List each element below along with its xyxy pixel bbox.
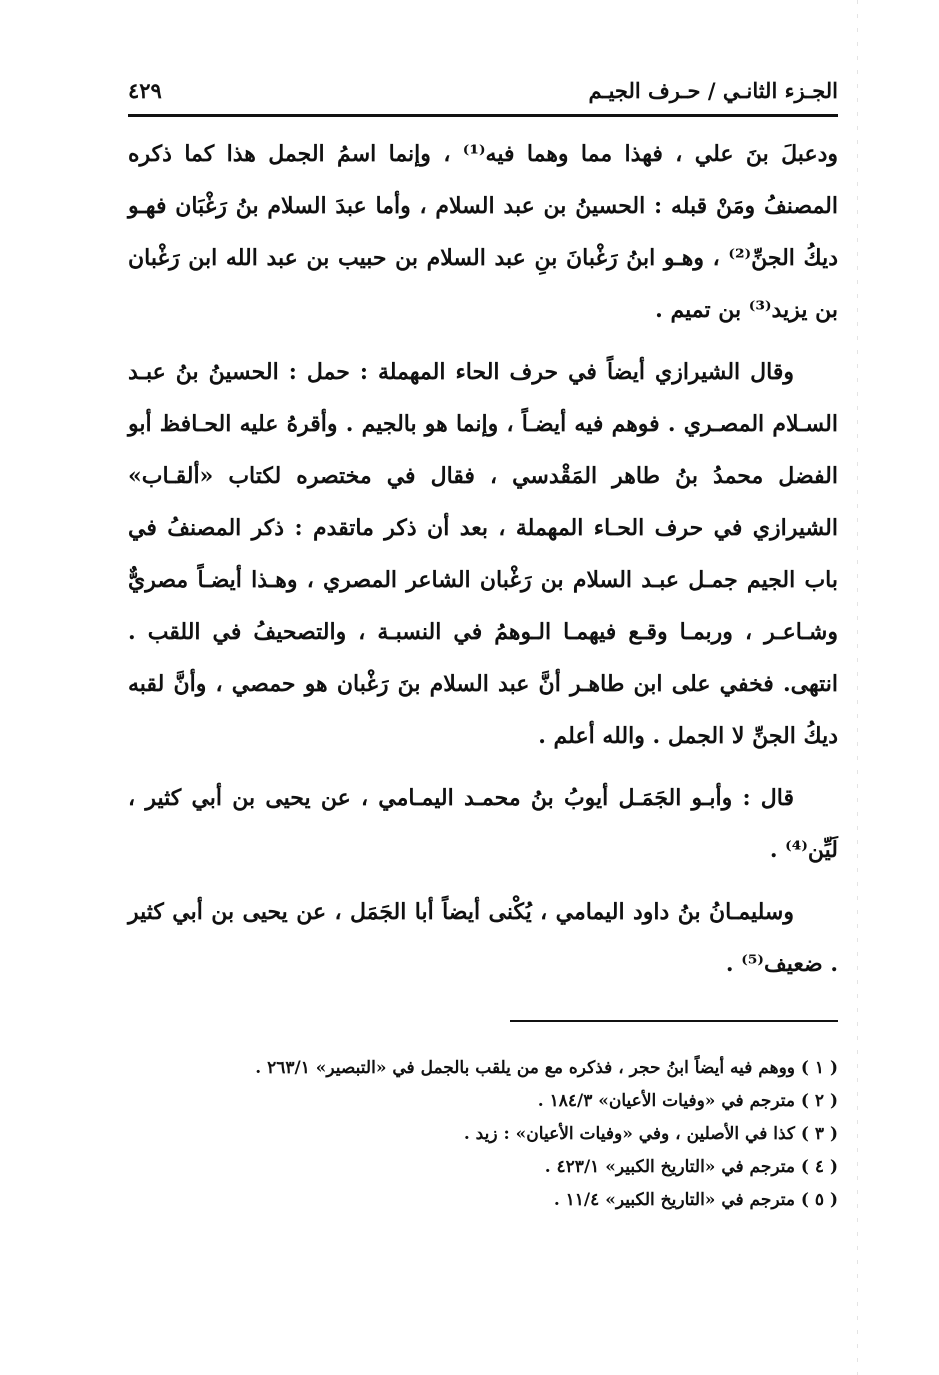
paragraph: وسليمـانُ بنُ داود اليمامي ، يُكْنى أيضاً أبا الجَمَل ، عن يحيى بن أبي كثير . ضعيف⁽⁵⁾ .	[128, 899, 838, 977]
footnote-rule	[510, 1020, 838, 1022]
page-number: ٤٢٩	[128, 77, 162, 103]
paragraph: ودعبلَ بنَ علي ، فهذا مما وهما فيه⁽¹⁾ ، وإنما اسمُ الجمل هذا كما ذكره المصنفُ ومَنْ قبله : الحسينُ بن عبد السلام ، وأما عبدَ السلام بنُ رَغْبَان فهـو ديكُ الجنِّ⁽²⁾ ، وهـو ابنُ رَغْبانَ بنِ عبد السلام بن حبيب بن عبد الله ابن رَغْبان بن يزيد⁽³⁾ بن تميم .	[128, 141, 839, 323]
paragraph: قال : وأبـو الجَمَـل أيوبُ بنُ محمـد اليمـامي ، عن يحيى بن أبي كثير ، لَيِّن⁽⁴⁾ .	[128, 785, 838, 863]
header-rule	[128, 114, 838, 117]
running-title: الجـزء الثانـي / حـرف الجيـم	[588, 77, 838, 103]
scan-margin-marks	[857, 0, 858, 1375]
footnote: ( ٤ ) مترجم في «التاريخ الكبير» ٤٢٣/١ .	[544, 1157, 838, 1177]
page-header	[128, 70, 838, 110]
footnote: ( ٥ ) مترجم في «التاريخ الكبير» ١١/٤ .	[553, 1190, 838, 1210]
footnote: ( ٣ ) كذا في الأصلين ، وفي «وفيات الأعيان» : زيد .	[463, 1124, 838, 1144]
footnote: ( ١ ) ووهم فيه أيضاً ابنُ حجر ، فذكره مع من يلقب بالجمل في «التبصير» ٢٦٣/١ .	[255, 1058, 838, 1078]
paragraph: وقال الشيرازي أيضاً في حرف الحاء المهملة : حمل : الحسينُ بنُ عبـد السـلام المصـري . فوهم فيه أيضـاً ، وإنما هو بالجيم . وأقرهُ عليه الحـافظ أبو الفضل محمدُ بنُ طاهر المَقْدسي ، فقال في مختصره لكتاب «ألقـاب» الشيرازي في حرف الحـاء المهملة ، بعد أن ذكر ماتقدم : ذكر المصنفُ في باب الجيم جمـل عبـد السلام بن رَغْبان الشاعر المصري ، وهـذا أيضـاً مصريٌّ وشـاعـر ، وربمـا وقـع فيهمـا الـوهمُ في النسبـة ، والتصحيفُ في اللقب . انتهى. فخفي على ابن طاهـر أنَّ عبد السلام بنَ رَغْبان هو حمصي ، وأنَّ لقبه ديكُ الجنِّ لا الجمل . والله أعلم .	[128, 359, 838, 749]
body-text	[128, 128, 838, 1000]
footnotes	[128, 1052, 838, 1217]
footnote: ( ٢ ) مترجم في «وفيات الأعيان» ١٨٤/٣ .	[537, 1091, 838, 1111]
